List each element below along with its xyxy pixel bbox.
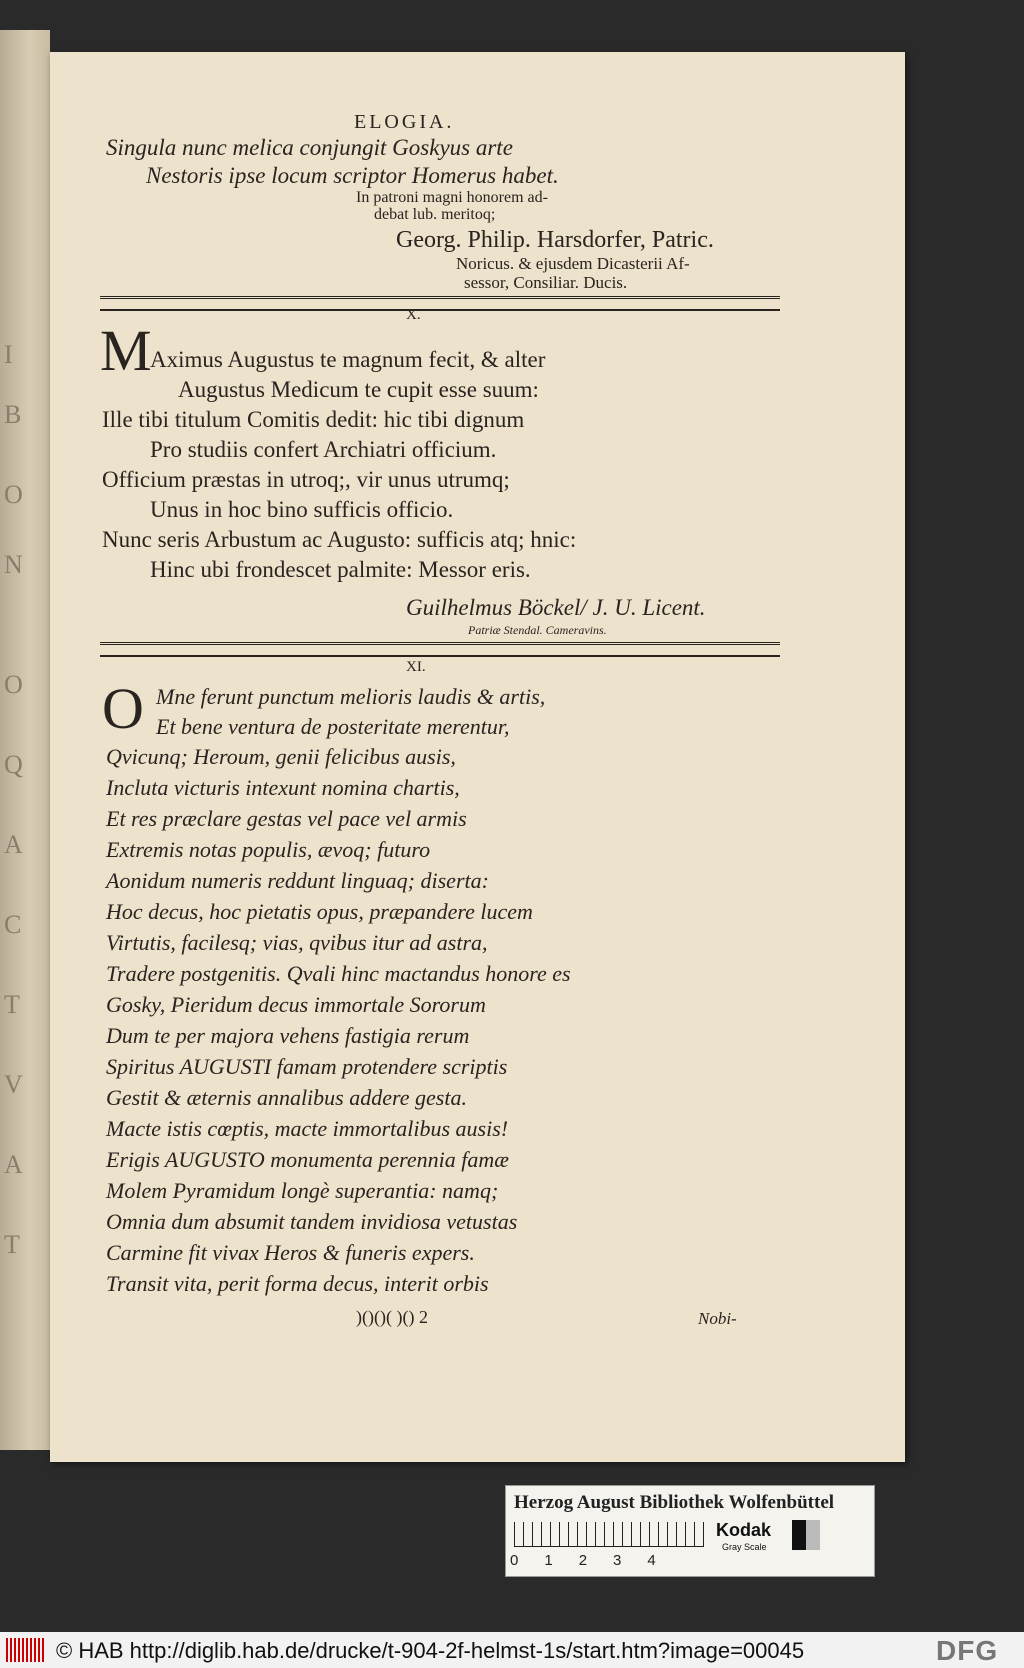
- verse-line: Molem Pyramidum longè superantia: namq;: [106, 1178, 499, 1203]
- verse-line: Ille tibi titulum Comitis dedit: hic tibi dignum: [102, 407, 525, 432]
- verse-line: Qvicunq; Heroum, genii felicibus ausis,: [106, 744, 456, 769]
- dedication-line: debat lub. meritoq;: [374, 206, 496, 223]
- catchword: Nobi-: [698, 1309, 737, 1328]
- facing-page-edge: I B O N O Q A C T V A T: [0, 30, 50, 1450]
- verse-line: Officium præstas in utroq;, vir unus utrumq;: [102, 467, 510, 492]
- verse-line: Gestit & æternis annalibus addere gesta.: [106, 1085, 467, 1110]
- verse-line: Dum te per majora vehens fastigia rerum: [106, 1023, 470, 1048]
- verse-line: Aonidum numeris reddunt linguaq; diserta:: [106, 868, 489, 893]
- verse-line: Mne ferunt punctum melioris laudis & artis,: [156, 684, 546, 709]
- verse-line: Virtutis, facilesq; vias, qvibus itur ad astra,: [106, 930, 488, 955]
- library-name: Herzog August Bibliothek Wolfenbüttel: [514, 1492, 835, 1513]
- verse-line: Tradere postgenitis. Qvali hinc mactandus honore es: [106, 961, 571, 986]
- verse-line: Augustus Medicum te cupit esse suum:: [178, 377, 539, 402]
- book-page: [50, 52, 905, 1462]
- ornamental-rule: [100, 296, 780, 311]
- library-color-target: [505, 1485, 875, 1577]
- author-title: Noricus. & ejusdem Dicasterii Af-: [456, 254, 690, 273]
- verse-line: Carmine fit vivax Heros & funeris expers.: [106, 1240, 475, 1265]
- running-header: ELOGIA.: [354, 111, 455, 133]
- kodak-logo: Kodak: [716, 1520, 772, 1540]
- verse-line: Spiritus AUGUSTI famam protendere scriptis: [106, 1054, 508, 1079]
- gray-patch: [806, 1520, 820, 1550]
- verse-line: Et res præclare gestas vel pace vel armis: [106, 806, 467, 831]
- drop-cap: O: [102, 676, 144, 741]
- verse-line: Incluta victuris intexunt nomina chartis,: [106, 775, 460, 800]
- verse-line: Extremis notas populis, ævoq; futuro: [106, 837, 431, 862]
- measurement-ruler: [514, 1522, 704, 1547]
- signature-mark: )()()( )() 2: [356, 1307, 428, 1327]
- ruler-numbers: 01234: [510, 1552, 682, 1569]
- verse-line: Hoc decus, hoc pietatis opus, præpandere lucem: [106, 899, 533, 924]
- barcode-icon: [6, 1638, 46, 1662]
- ornamental-rule: [100, 642, 780, 657]
- author-signature: Georg. Philip. Harsdorfer, Patric.: [396, 227, 714, 253]
- verse-line: Transit vita, perit forma decus, interit orbis: [106, 1271, 489, 1296]
- verse-line: Unus in hoc bino sufficis officio.: [150, 497, 454, 522]
- dfg-logo: DFG: [936, 1635, 999, 1666]
- gray-patch: [792, 1520, 806, 1550]
- verse-line: Et bene ventura de posteritate merentur,: [156, 714, 510, 739]
- verse-line: Erigis AUGUSTO monumenta perennia famæ: [106, 1147, 509, 1172]
- author-title: Patriæ Stendal. Cameravins.: [468, 623, 607, 637]
- source-url[interactable]: © HAB http://diglib.hab.de/drucke/t-904-2f-helmst-1s/start.htm?image=00045: [56, 1638, 805, 1663]
- verse-line: Hinc ubi frondescet palmite: Messor eris.: [150, 557, 531, 582]
- poem-line: Singula nunc melica conjungit Goskyus arte: [106, 135, 513, 160]
- verse-line: Aximus Augustus te magnum fecit, & alter: [150, 347, 546, 372]
- drop-cap: M: [100, 318, 152, 383]
- verse-line: Nunc seris Arbustum ac Augusto: sufficis atq; hnic:: [102, 527, 577, 552]
- author-title: sessor, Consiliar. Ducis.: [464, 273, 628, 292]
- verse-line: Macte istis cœptis, macte immortalibus ausis!: [106, 1116, 509, 1141]
- gray-scale-label: Gray Scale: [722, 1542, 767, 1552]
- verse-line: Pro studiis confert Archiatri officium.: [150, 437, 497, 462]
- poem-line: Nestoris ipse locum scriptor Homerus habet.: [146, 163, 559, 188]
- dedication-line: In patroni magni honorem ad-: [356, 189, 548, 206]
- author-signature: Guilhelmus Böckel/ J. U. Licent.: [406, 595, 706, 620]
- section-numeral: X.: [406, 307, 421, 323]
- verse-line: Gosky, Pieridum decus immortale Sororum: [106, 992, 486, 1017]
- section-numeral: XI.: [406, 659, 426, 675]
- viewer-footer: [0, 1632, 1024, 1668]
- verse-line: Omnia dum absumit tandem invidiosa vetustas: [106, 1209, 518, 1234]
